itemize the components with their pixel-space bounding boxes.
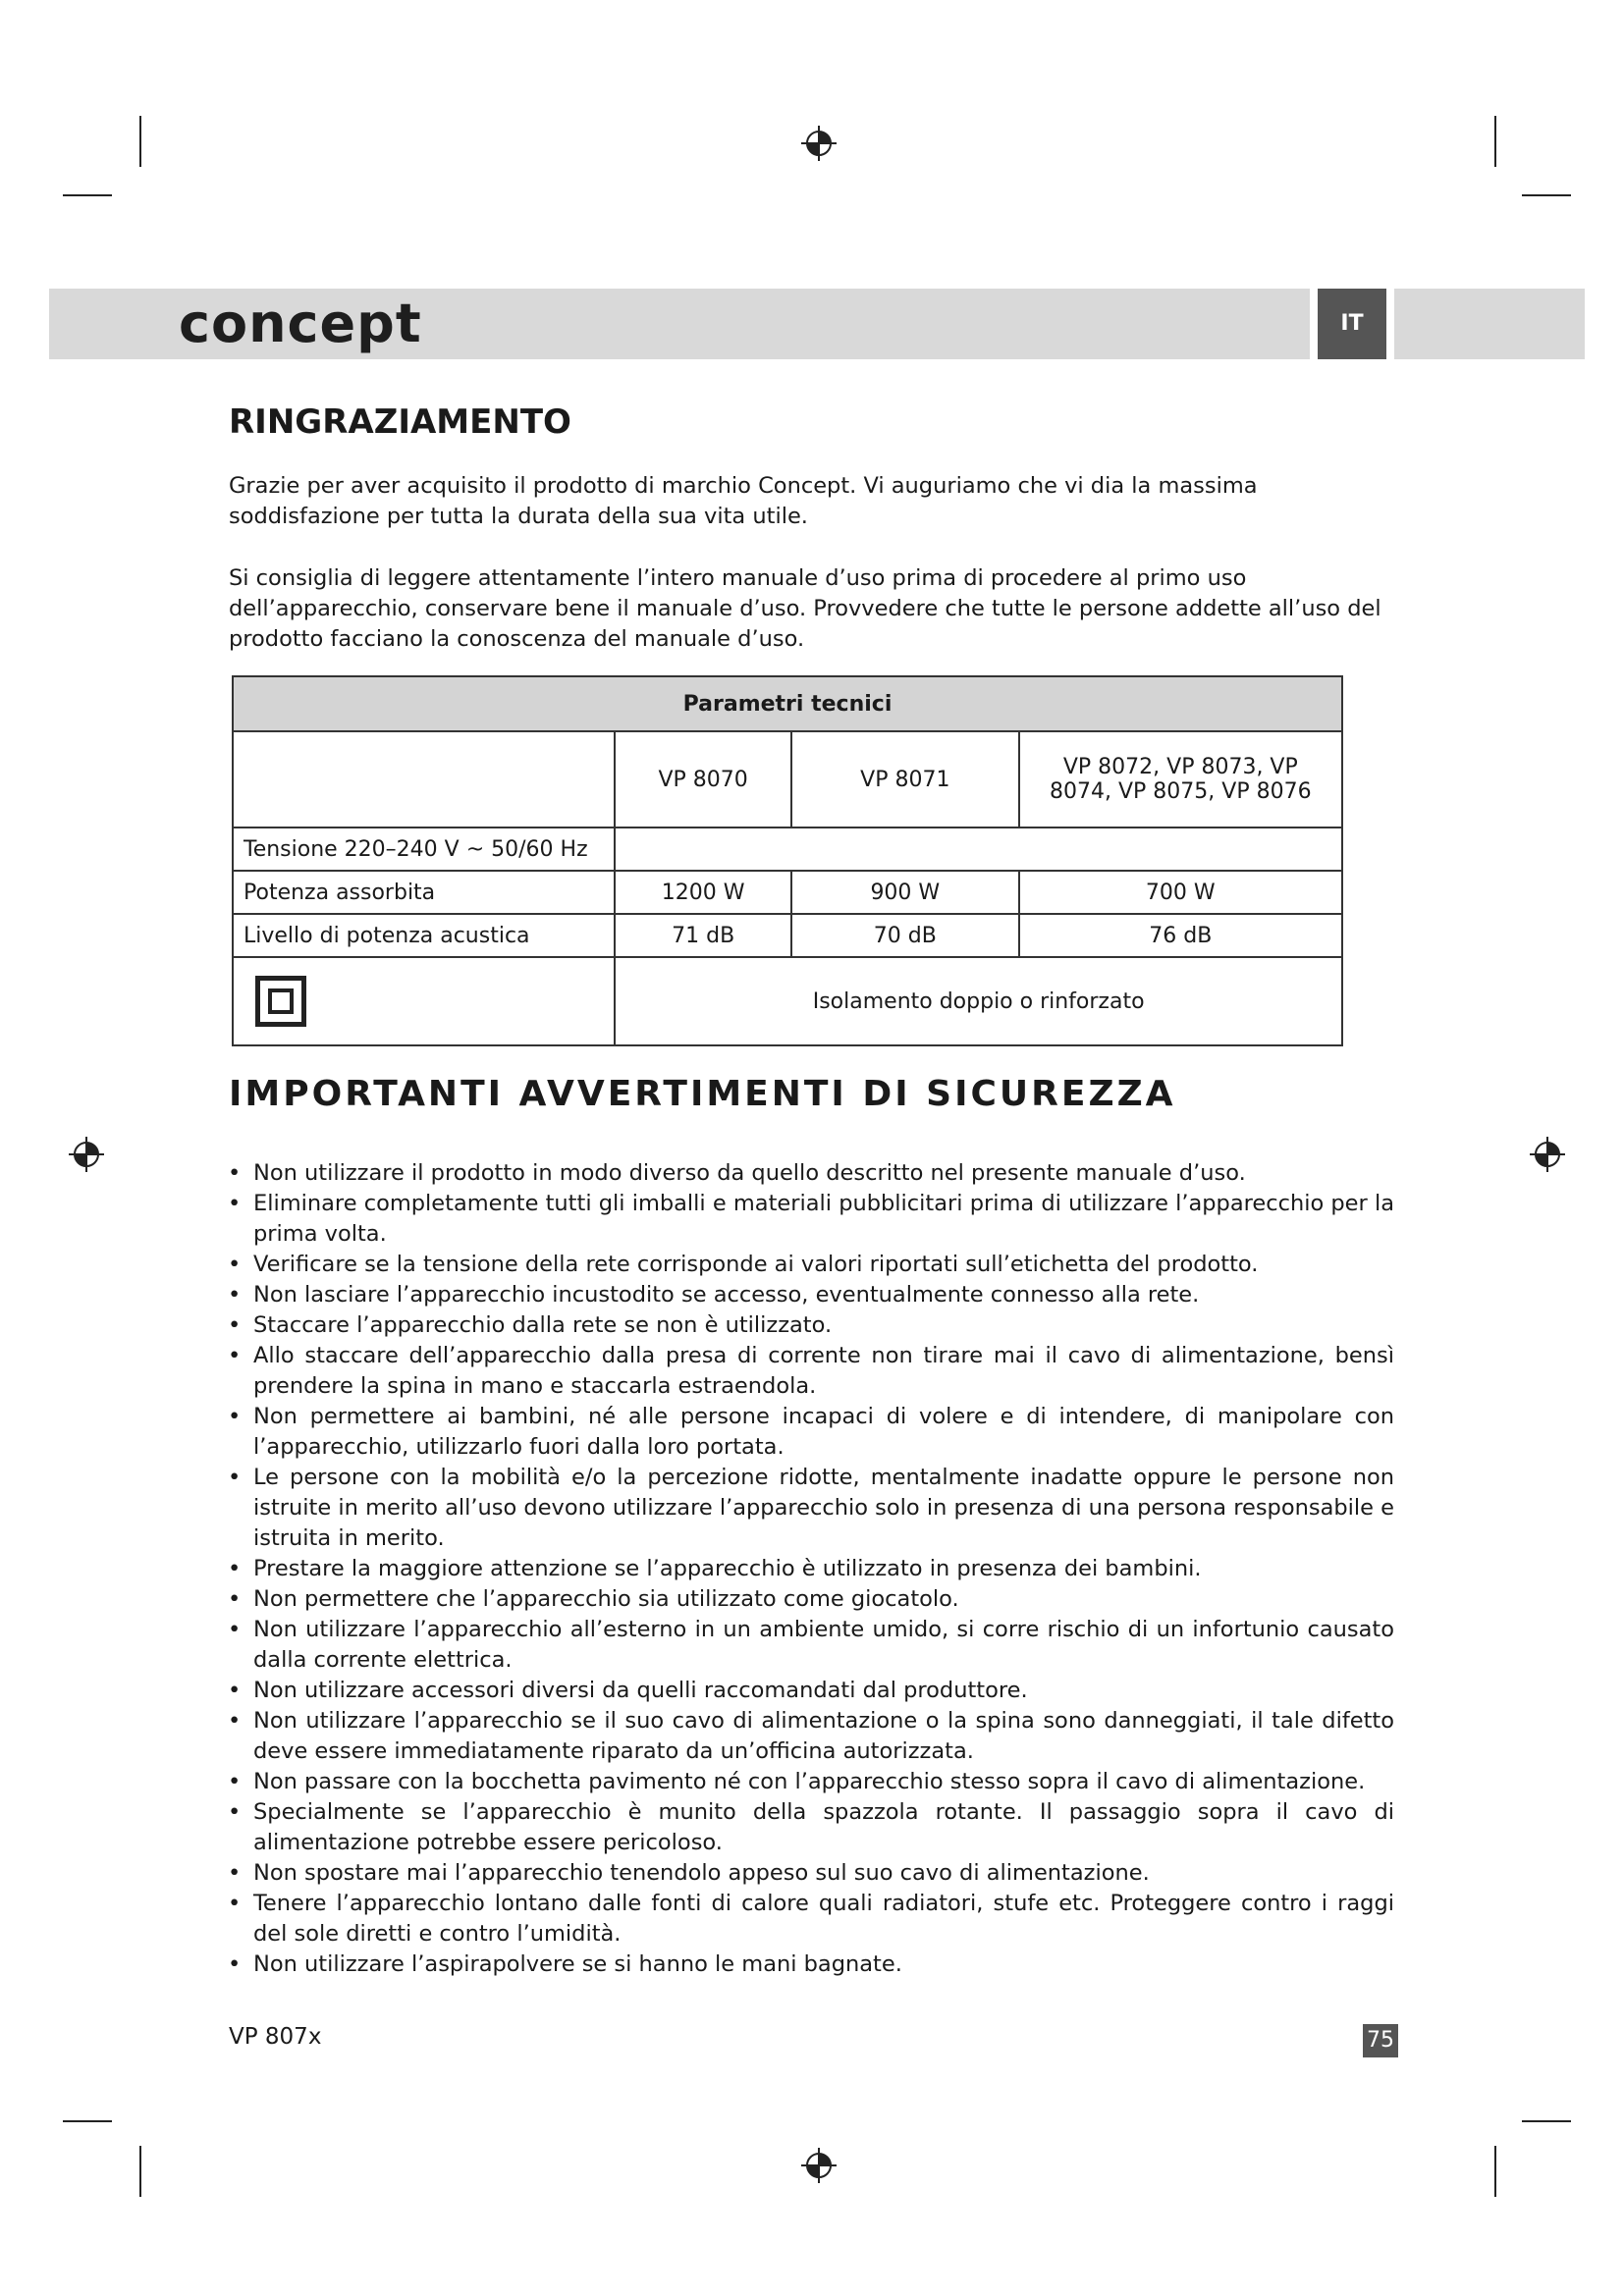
table-cell-empty: [615, 828, 1342, 871]
table-row: [233, 957, 1342, 1045]
row-label: Livello di potenza acustica: [233, 914, 615, 957]
list-item: • Specialmente se l’apparecchio è munito della spazzola rotante. Il passaggio sopra il cavo di alimentazione potrebbe essere pericoloso.: [226, 1797, 1394, 1858]
section-title-thanks: RINGRAZIAMENTO: [229, 402, 571, 442]
list-item: • Non utilizzare l’apparecchio all’esterno in un ambiente umido, si corre rischio di un infortunio causato dalla corrente elettrica.: [226, 1615, 1394, 1676]
registration-mark-icon: [69, 1137, 104, 1172]
double-insulation-icon: [255, 976, 306, 1027]
list-item: • Non passare con la bocchetta pavimento né con l’apparecchio stesso sopra il cavo di alimentazione.: [226, 1767, 1394, 1797]
crop-mark: [1522, 194, 1571, 196]
table-row: [233, 871, 1342, 914]
registration-mark-icon: [801, 2148, 837, 2183]
list-item: • Non spostare mai l’apparecchio tenendolo appeso sul suo cavo di alimentazione.: [226, 1858, 1394, 1889]
list-item: • Staccare l’apparecchio dalla rete se non è utilizzato.: [226, 1310, 1394, 1341]
model-header: VP 8071: [791, 731, 1019, 828]
table-cell: 1200 W: [615, 871, 791, 914]
row-label: Tensione 220–240 V ~ 50/60 Hz: [233, 828, 615, 871]
intro-paragraph: Si consiglia di leggere attentamente l’intero manuale d’uso prima di procedere al primo uso dell’apparecchio, conservare bene il manuale d’uso. Provvedere che tutte le persone addette all’uso del prodotto facciano la conoscenza del manuale d’uso.: [229, 565, 1381, 652]
page-number: 75: [1363, 2024, 1398, 2057]
header-separator: [1310, 289, 1318, 359]
table-header-row: [233, 676, 1342, 731]
crop-mark: [1522, 2120, 1571, 2122]
list-item: • Non utilizzare l’aspirapolvere se si hanno le mani bagnate.: [226, 1949, 1394, 1980]
crop-mark: [139, 2146, 141, 2197]
intro-paragraph: Grazie per aver acquisito il prodotto di marchio Concept. Vi auguriamo che vi dia la massima soddisfazione per tutta la durata della sua vita utile.: [229, 473, 1258, 529]
table-cell: 700 W: [1019, 871, 1342, 914]
model-header: VP 8070: [615, 731, 791, 828]
section-title-safety: IMPORTANTI AVVERTIMENTI DI SICUREZZA: [229, 1074, 1176, 1114]
table-cell-empty: [233, 731, 615, 828]
list-item: • Allo staccare dell’apparecchio dalla presa di corrente non tirare mai il cavo di alimentazione, bensì prendere la spina in mano e staccarla estraendola.: [226, 1341, 1394, 1402]
crop-mark: [1494, 2146, 1496, 2197]
list-item: • Le persone con la mobilità e/o la percezione ridotte, mentalmente inadatte oppure le persone non istruite in merito all’uso devono utilizzare l’apparecchio solo in presenza di una persona responsabile e istruita in merito.: [226, 1463, 1394, 1554]
footer-model: VP 807x: [229, 2024, 322, 2050]
crop-mark: [63, 2120, 112, 2122]
row-label: Potenza assorbita: [233, 871, 615, 914]
registration-mark-icon: [1530, 1137, 1565, 1172]
table-cell: 900 W: [791, 871, 1019, 914]
safety-warnings-list: [226, 1158, 1394, 1980]
header-separator: [1386, 289, 1394, 359]
table-cell: 70 dB: [791, 914, 1019, 957]
crop-mark: [1494, 116, 1496, 167]
table-cell: [233, 957, 615, 1045]
list-item: • Verificare se la tensione della rete corrisponde ai valori riportati sull’etichetta del prodotto.: [226, 1250, 1394, 1280]
list-item: • Non permettere ai bambini, né alle persone incapaci di volere e di intendere, di manipolare con l’apparecchio, utilizzarlo fuori dalla loro portata.: [226, 1402, 1394, 1463]
registration-mark-icon: [801, 126, 837, 161]
insulation-text: Isolamento doppio o rinforzato: [615, 957, 1342, 1045]
list-item: • Non utilizzare l’apparecchio se il suo cavo di alimentazione o la spina sono danneggiati, il tale difetto deve essere immediatamente riparato da un’officina autorizzata.: [226, 1706, 1394, 1767]
table-title: Parametri tecnici: [233, 676, 1342, 731]
brand-logo: concept: [179, 293, 422, 354]
list-item: • Non lasciare l’apparecchio incustodito se accesso, eventualmente connesso alla rete.: [226, 1280, 1394, 1310]
tech-params-table: [232, 675, 1343, 1046]
crop-mark: [139, 116, 141, 167]
language-badge: IT: [1318, 289, 1386, 359]
table-row: [233, 914, 1342, 957]
table-row: [233, 828, 1342, 871]
list-item: • Eliminare completamente tutti gli imballi e materiali pubblicitari prima di utilizzare l’apparecchio per la prima volta.: [226, 1189, 1394, 1250]
list-item: • Non utilizzare accessori diversi da quelli raccomandati dal produttore.: [226, 1676, 1394, 1706]
table-row: [233, 731, 1342, 828]
table-cell: 71 dB: [615, 914, 791, 957]
list-item: • Tenere l’apparecchio lontano dalle fonti di calore quali radiatori, stufe etc. Proteggere contro i raggi del sole diretti e contro l’umidità.: [226, 1889, 1394, 1949]
crop-mark: [63, 194, 112, 196]
list-item: • Non permettere che l’apparecchio sia utilizzato come giocatolo.: [226, 1584, 1394, 1615]
list-item: • Prestare la maggiore attenzione se l’apparecchio è utilizzato in presenza dei bambini.: [226, 1554, 1394, 1584]
model-header: VP 8072, VP 8073, VP 8074, VP 8075, VP 8076: [1019, 731, 1342, 828]
list-item: • Non utilizzare il prodotto in modo diverso da quello descritto nel presente manuale d’uso.: [226, 1158, 1394, 1189]
table-cell: 76 dB: [1019, 914, 1342, 957]
